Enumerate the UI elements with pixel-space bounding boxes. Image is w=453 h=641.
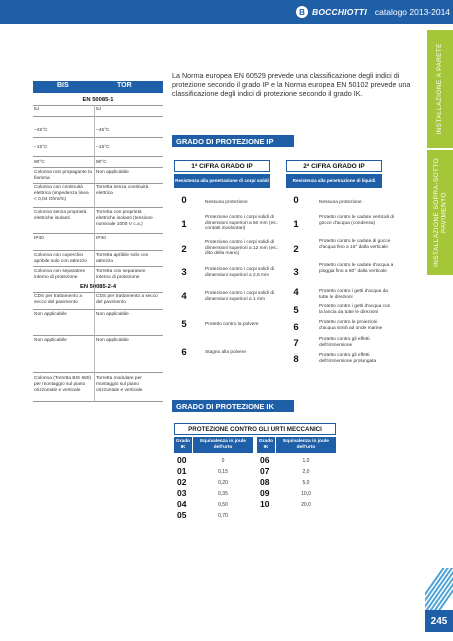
ik-section-title: GRADO DI PROTEZIONE IK [172, 400, 294, 412]
left-cell-a: IP40 [34, 236, 44, 241]
ik-joule: 5,0 [302, 480, 310, 486]
ik-joule: 0,20 [218, 480, 228, 486]
ik-grade: 09 [260, 488, 270, 498]
ip-first-desc: Protezione contro i corpi solidi di dimensioni superiori a 12 mm (es.: dito della mano) [205, 240, 279, 257]
left-table-head-bis: BIS [57, 82, 69, 89]
ik-joule: 0 [221, 458, 225, 464]
left-cell-a: −15°C [34, 145, 48, 150]
ik-head-grade-right: Grado IK [257, 437, 275, 453]
divider [33, 292, 163, 293]
ik-table-title: PROTEZIONE CONTRO GLI URTI MECCANICI [174, 423, 336, 435]
ip-first-desc: Protezione contro i corpi solidi di dimensioni superiori a 2,5 mm [205, 267, 275, 278]
ip-second-desc: Protetto contro gli effetti dell'immersione prolungata [319, 353, 377, 364]
divider [33, 167, 163, 168]
left-table-head-tor: TOR [117, 82, 132, 89]
ip-first-desc: Nessuna protezione [205, 200, 248, 205]
left-cell-b: Torretta modulare per montaggio sul piano orizzontale e verticale [96, 376, 143, 393]
ip-second-digit: 2 [293, 244, 299, 255]
left-cell-a: Colonna con coperchio apribile solo con attrezzo [34, 253, 88, 264]
sidetab-wall-label: INSTALLAZIONE A PARETE [436, 43, 444, 135]
ip-second-desc: Protetto contro i getti d'acqua da tutte le direzioni [319, 289, 388, 300]
ip-first-digit: 3 [181, 267, 187, 278]
ik-grade: 04 [177, 499, 187, 509]
divider [33, 156, 163, 157]
divider [33, 116, 163, 117]
left-table-section-1: EN 50085-1 [82, 97, 114, 103]
divider [33, 105, 163, 106]
left-cell-a: −45°C [34, 128, 48, 133]
divider [33, 372, 163, 373]
ip-second-digit: 6 [293, 322, 299, 333]
ik-head-joule-right: Equivalenza in joule dell'urto [276, 437, 336, 453]
divider [33, 309, 163, 310]
left-cell-a: Colonna (Torretta BIS 660) per montaggio sul piano orizzontale e verticale [34, 376, 92, 393]
left-cell-a: CDS per trattamento a secco del pavimento [34, 294, 82, 305]
ip-first-digit: 4 [181, 291, 187, 302]
ik-joule: 1,0 [302, 458, 310, 464]
ip-col2-title: 2ª CIFRA GRADO IP [286, 160, 382, 172]
ip-section-title: GRADO DI PROTEZIONE IP [172, 135, 294, 147]
ip-first-digit: 1 [181, 219, 187, 230]
left-cell-a: 5J [34, 107, 40, 112]
ip-second-digit: 3 [293, 267, 299, 278]
left-cell-a: Non applicabile [34, 312, 67, 317]
ip-second-desc: Protetto contro le cadute di gocce d'acqua fino a 15° dalla verticale [319, 239, 391, 250]
divider [33, 335, 163, 336]
ik-grade: 01 [177, 466, 187, 476]
ip-first-desc: Stagno alla polvere [205, 350, 247, 355]
divider [33, 233, 163, 234]
brand-name: BOCCHIOTTI [312, 7, 367, 17]
left-cell-b: −15°C [96, 145, 110, 150]
page-number: 245 [425, 610, 453, 632]
left-cell-a: Colonna senza proprietà elettriche isolanti [34, 210, 87, 221]
ip-second-desc: Nessuna protezione [319, 200, 362, 205]
left-cell-a: Non applicabile [34, 338, 67, 343]
divider [33, 137, 163, 138]
ik-head-grade-left: Grado IK [174, 437, 192, 453]
ip-second-digit: 7 [293, 338, 299, 349]
sidetab-wall-installation[interactable] [427, 30, 453, 148]
ip-first-digit: 0 [181, 195, 187, 206]
ik-grade: 10 [260, 499, 270, 509]
ik-joule: 0,35 [218, 491, 228, 497]
ip-first-desc: Protetto contro la polvere [205, 322, 259, 327]
column-divider [94, 105, 95, 401]
ik-grade: 07 [260, 466, 270, 476]
left-cell-b: Torretta senza continuità elettrica [96, 185, 149, 196]
ip-col1-subtitle: Resistenza alla penetrazione di corpi solidi [174, 174, 270, 188]
ip-second-digit: 1 [293, 219, 299, 230]
ik-grade: 03 [177, 488, 187, 498]
brand-logo-icon: B [296, 6, 308, 18]
left-cell-b: Non applicabile [96, 170, 129, 175]
ip-second-desc: Protetto contro gli effetti dell'immersione [319, 337, 370, 348]
ip-second-desc: Protetto contro le proiezioni d'acqua simili ad onde marine [319, 320, 383, 331]
ip-second-digit: 5 [293, 305, 299, 316]
ik-joule: 10,0 [301, 491, 311, 497]
left-cell-b: −45°C [96, 128, 110, 133]
ip-first-desc: Protezione contro i corpi solidi di dimensioni superiori a 50 mm (es.: contatti involontari) [205, 215, 279, 232]
ik-joule: 0,15 [218, 469, 228, 475]
left-cell-b: Non applicabile [96, 338, 129, 343]
top-header-bar [0, 0, 453, 24]
left-cell-b: Torretta con separatore interno di protezione [96, 269, 146, 280]
left-cell-a: 90°C [34, 160, 45, 165]
ip-second-digit: 0 [293, 195, 299, 206]
left-cell-b: CDS per trattamento a secco del pavimento [96, 294, 158, 305]
left-cell-b: 90°C [96, 160, 107, 165]
ip-second-desc: Protetto contro le cadute verticali di gocce d'acqua (condensa) [319, 215, 394, 226]
ip-second-desc: Protetto contro i getti d'acqua con la lancia da tutte le direzioni [319, 304, 391, 315]
divider [33, 266, 163, 267]
left-cell-a: Colonna non propagante la fiamma [34, 170, 92, 181]
left-table-header [33, 81, 163, 93]
left-cell-b: Torretta apribile solo con attrezzo [96, 253, 149, 264]
intro-paragraph: La Norma europea EN 60529 prevede una classificazione degli indici di protezione secondo il grado IP e la Norma europea EN 50102 prevede una classificazione degli indici di protezione secondo il grado IK. [172, 71, 411, 98]
left-cell-a: Colonna con continuità elettrica (impedenza linea < 0,04 Ohm/m) [34, 185, 89, 202]
ik-joule: 0,50 [218, 502, 228, 508]
ip-second-desc: Protetto contro le cadute d'acqua a pioggia fino a 60° dalla verticale [319, 263, 394, 274]
divider [33, 250, 163, 251]
left-cell-b: 5J [96, 107, 102, 112]
ik-grade: 05 [177, 510, 187, 520]
sidetab-floor-installation[interactable] [427, 150, 453, 275]
divider [33, 401, 163, 402]
ip-second-digit: 4 [293, 287, 299, 298]
ik-grade: 08 [260, 477, 270, 487]
ik-joule: 0,70 [218, 513, 228, 519]
ip-first-digit: 6 [181, 347, 187, 358]
left-cell-b: Non applicabile [96, 312, 129, 317]
ik-grade: 00 [177, 455, 187, 465]
ik-joule: 2,0 [302, 469, 310, 475]
decorative-stripes [425, 568, 453, 610]
ip-first-digit: 2 [181, 244, 187, 255]
ip-col2-subtitle: Resistenza alla penetrazione di liquidi [286, 174, 382, 188]
catalog-label: catalogo 2013-2014 [374, 7, 451, 17]
left-cell-a: Colonna con separatore interno di protezione [34, 269, 86, 280]
sidetab-floor-label: INSTALLAZIONE SOPRA-SOTTO PAVIMENTO [432, 157, 447, 268]
ik-grade: 02 [177, 477, 187, 487]
brand [296, 5, 450, 19]
ip-second-digit: 8 [293, 354, 299, 365]
ip-first-desc: Protezione contro i corpi solidi di dimensioni superiori a 1 mm [205, 291, 275, 302]
divider [33, 183, 163, 184]
ip-col1-title: 1ª CIFRA GRADO IP [174, 160, 270, 172]
left-table-section-2: EN 50085-2-4 [79, 284, 117, 290]
left-cell-b: Torretta con proprietà elettriche isolanti (tensione nominale 1000 V c.a.) [96, 210, 153, 227]
ik-head-joule-left: Equivalenza in joule dell'urto [193, 437, 253, 453]
ip-first-digit: 5 [181, 319, 187, 330]
divider [33, 207, 163, 208]
left-cell-b: IP40 [96, 236, 106, 241]
ik-grade: 06 [260, 455, 270, 465]
ik-joule: 20,0 [301, 502, 311, 508]
